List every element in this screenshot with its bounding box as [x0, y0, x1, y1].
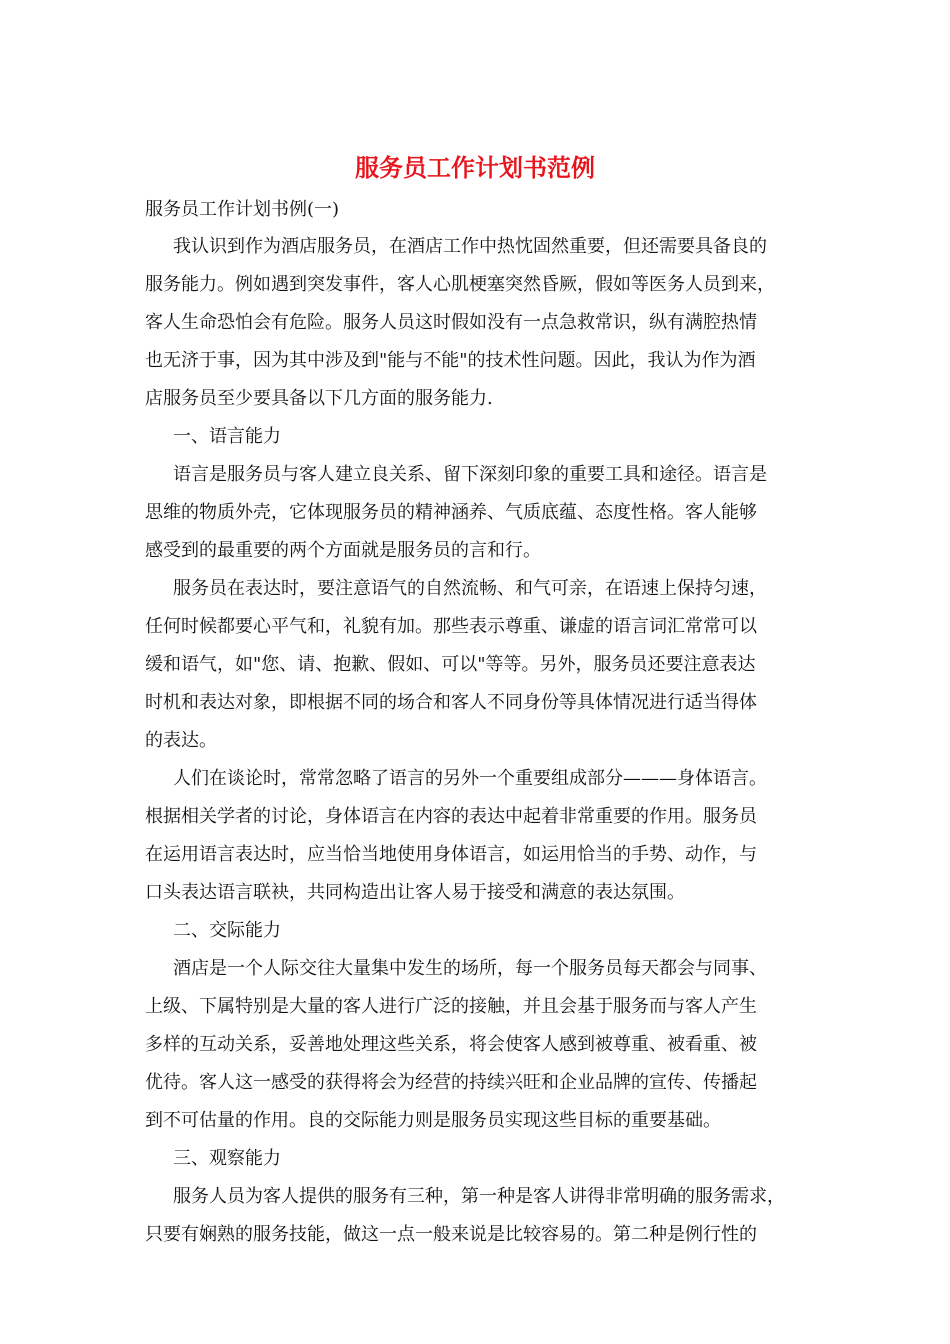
text-line: 根据相关学者的讨论，身体语言在内容的表达中起着非常重要的作用。服务员	[145, 806, 757, 827]
text-line: 多样的互动关系，妥善地处理这些关系，将会使客人感到被尊重、被看重、被	[145, 1034, 757, 1055]
text-line: 口头表达语言联袂，共同构造出让客人易于接受和满意的表达氛围。	[145, 882, 685, 903]
text-line: 优待。客人这一感受的获得将会为经营的持续兴旺和企业品牌的宣传、传播起	[145, 1072, 757, 1093]
text-line: 缓和语气，如"您、请、抱歉、假如、可以"等等。另外，服务员还要注意表达	[145, 654, 756, 675]
document-title: 服务员工作计划书范例	[355, 153, 595, 182]
text-line: 一、语言能力	[173, 426, 281, 447]
text-line: 我认识到作为酒店服务员，在酒店工作中热忱固然重要，但还需要具备良的	[173, 236, 767, 257]
text-line: 在运用语言表达时，应当恰当地使用身体语言，如运用恰当的手势、动作，与	[145, 844, 757, 865]
text-line: 的表达。	[145, 730, 217, 751]
text-line: 也无济于事，因为其中涉及到"能与不能"的技术性问题。因此，我认为作为酒	[145, 350, 756, 371]
text-line: 酒店是一个人际交往大量集中发生的场所，每一个服务员每天都会与同事、	[173, 958, 767, 979]
text-line: 只要有娴熟的服务技能，做这一点一般来说是比较容易的。第二种是例行性的	[145, 1224, 757, 1245]
section-subtitle: 服务员工作计划书例(一)	[145, 199, 340, 220]
text-line: 到不可估量的作用。良的交际能力则是服务员实现这些目标的重要基础。	[145, 1110, 721, 1131]
text-line: 思维的物质外壳，它体现服务员的精神涵养、气质底蕴、态度性格。客人能够	[145, 502, 757, 523]
text-line: 感受到的最重要的两个方面就是服务员的言和行。	[145, 540, 541, 561]
text-line: 三、观察能力	[173, 1148, 281, 1169]
text-line: 时机和表达对象，即根据不同的场合和客人不同身份等具体情况进行适当得体	[145, 692, 757, 713]
text-line: 服务员在表达时，要注意语气的自然流畅、和气可亲，在语速上保持匀速，	[173, 578, 767, 599]
text-line: 服务人员为客人提供的服务有三种，第一种是客人讲得非常明确的服务需求，	[173, 1186, 785, 1207]
text-line: 服务能力。例如遇到突发事件，客人心肌梗塞突然昏厥，假如等医务人员到来，	[145, 274, 775, 295]
document-body	[145, 192, 810, 1254]
text-line: 客人生命恐怕会有危险。服务人员这时假如没有一点急救常识，纵有满腔热情	[145, 312, 757, 333]
text-line: 任何时候都要心平气和，礼貌有加。那些表示尊重、谦虚的语言词汇常常可以	[145, 616, 757, 637]
text-line: 二、交际能力	[173, 920, 281, 941]
text-line: 人们在谈论时，常常忽略了语言的另外一个重要组成部分———身体语言。	[173, 768, 767, 789]
text-line: 店服务员至少要具备以下几方面的服务能力.	[145, 388, 493, 409]
text-line: 上级、下属特别是大量的客人进行广泛的接触，并且会基于服务而与客人产生	[145, 996, 757, 1017]
text-line: 语言是服务员与客人建立良关系、留下深刻印象的重要工具和途径。语言是	[173, 464, 767, 485]
